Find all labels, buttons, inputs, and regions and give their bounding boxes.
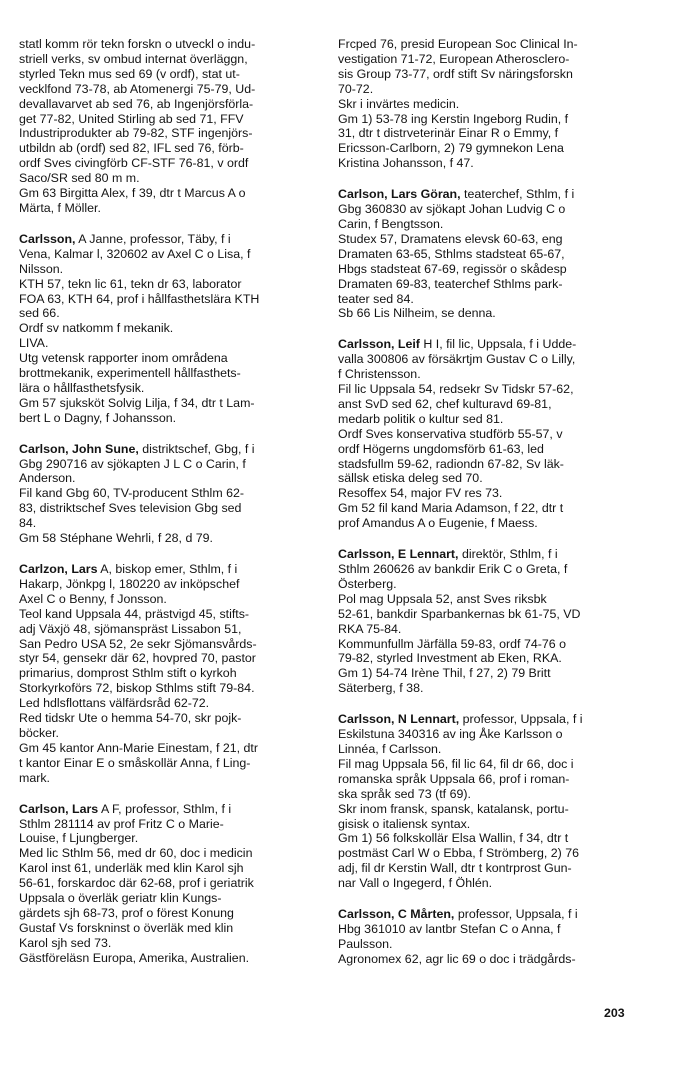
entry-line: Fil mag Uppsala 56, fil lic 64, fil dr 66, doc i	[338, 756, 574, 771]
entry-line: adj, fil dr Kerstin Wall, dtr t kontrprost Gun-	[338, 861, 572, 876]
entry-line: Red tidskr Ute o hemma 54-70, skr pojk-	[19, 711, 242, 726]
entry-line: Sb 66 Lis Nilheim, se denna.	[338, 306, 496, 321]
entry-line: postmäst Carl W o Ebba, f Strömberg, 2) 76	[338, 846, 580, 861]
entry-line: Nilsson.	[19, 261, 64, 276]
entry-name: Carlsson, Leif	[338, 337, 420, 352]
entry-line: Linnéa, f Carlsson.	[338, 741, 442, 756]
entry-line: Dramaten 69-83, teaterchef Sthlms park-	[338, 276, 563, 291]
entry-line: 79-82, styrled Investment ab Eken, RKA.	[338, 651, 562, 666]
entry-line: primarius, domprost Sthlm stift o kyrkoh	[19, 666, 237, 681]
entry-line: Eskilstuna 340316 av ing Åke Karlsson o	[338, 727, 563, 742]
entry-line: statl komm rör tekn forskn o utveckl o indu-	[19, 37, 256, 51]
entry-line: Hbgs stadsteat 67-69, regissör o skådesp	[338, 261, 567, 276]
entry-line: striell verks, sv ombud internat överläggn,	[19, 51, 248, 66]
entry-name: Carlson, Lars Göran,	[338, 187, 461, 202]
entry-line: Sthlm 260626 av bankdir Erik C o Greta, f	[338, 562, 568, 576]
entry-line: Axel C o Benny, f Jonsson.	[19, 591, 167, 606]
entry-line: 83, distriktschef Sves television Gbg sed	[19, 501, 242, 516]
entry-heading	[19, 562, 319, 577]
entry-line: San Pedro USA 52, 2e sekr Sjömansvårds-	[19, 636, 257, 651]
entry-line: romanska språk Uppsala 66, prof i roman-	[338, 771, 570, 786]
bio-entry	[338, 187, 634, 321]
entry-line: prof Amandus A o Eugenie, f Maess.	[338, 516, 538, 531]
entry-line: Gm 1) 56 folkskollär Elsa Wallin, f 34, dtr t	[338, 831, 569, 846]
entry-name: Carlzon, Lars	[19, 562, 98, 576]
entry-line: RKA 75-84.	[338, 621, 402, 636]
entry-line: Kristina Johansson, f 47.	[338, 156, 474, 171]
entry-line: 56-61, forskardoc där 62-68, prof i geriatrik	[19, 876, 254, 891]
entry-line: nar Vall o Ingegerd, f Öhlén.	[338, 876, 493, 891]
entry-name: Carlsson,	[19, 231, 76, 246]
entry-line: f Christensson.	[338, 367, 421, 382]
entry-heading	[338, 712, 634, 727]
entry-line: Ordf sv natkomm f mekanik.	[19, 321, 174, 336]
right-column	[338, 37, 634, 983]
entry-line: Gm 1) 53-78 ing Kerstin Ingeborg Rudin, f	[338, 111, 569, 126]
entry-heading	[19, 442, 319, 457]
entry-line: Utg vetensk rapporter inom områdena	[19, 351, 228, 366]
entry-line: Gm 52 fil kand Maria Adamson, f 22, dtr t	[338, 501, 564, 516]
entry-line: bert L o Dagny, f Johansson.	[19, 410, 177, 425]
entry-line: Storkyrkoförs 72, biskop Sthlms stift 79-84.	[19, 681, 255, 696]
entry-line: Säterberg, f 38.	[338, 681, 424, 696]
entry-line: Gbg 290716 av sjökapten J L C o Carin, f	[19, 456, 246, 471]
entry-line: 84.	[19, 516, 37, 531]
entry-line: Gm 1) 54-74 Irène Thil, f 27, 2) 79 Britt	[338, 666, 551, 681]
entry-line: Karol inst 61, underläk med klin Karol sjh	[19, 861, 244, 876]
bio-entry	[338, 712, 634, 891]
left-column	[19, 37, 319, 982]
entry-heading	[338, 547, 634, 562]
entry-line: Hakarp, Jönkpg l, 180220 av inköpschef	[19, 576, 240, 591]
entry-line: 31, dtr t distrveterinär Einar R o Emmy, f	[338, 126, 559, 141]
entry-line: Agronomex 62, agr lic 69 o doc i trädgårds-	[338, 951, 576, 966]
entry-name: Carlson, John Sune,	[19, 441, 139, 456]
entry-title: direktör, Sthlm, f i	[458, 547, 558, 562]
entry-heading	[338, 337, 634, 352]
page-number: 203	[604, 1006, 625, 1020]
entry-line: Fil kand Gbg 60, TV-producent Sthlm 62-	[19, 486, 244, 501]
entry-line: Gm 57 sjuksköt Solvig Lilja, f 34, dtr t Lam-	[19, 395, 255, 410]
entry-line: vecklfond 73-78, ab Atomenergi 75-79, Ud-	[19, 81, 256, 96]
entry-line: Uppsala o överläk geriatr klin Kungs-	[19, 891, 222, 906]
entry-heading	[19, 232, 319, 247]
entry-line: Gm 45 kantor Ann-Marie Einestam, f 21, dtr	[19, 740, 258, 755]
bio-entry	[19, 442, 319, 546]
entry-line: ska språk sed 73 (tf 69).	[338, 786, 471, 801]
entry-line: Österberg.	[338, 576, 397, 591]
entry-line: adj Växjö 48, sjömanspräst Lissabon 51,	[19, 621, 242, 636]
entry-line: Ordf Sves konservativa studförb 55-57, v	[338, 426, 563, 441]
entry-line: Gbg 360830 av sjökapt Johan Ludvig C o	[338, 202, 566, 217]
entry-heading	[338, 187, 634, 202]
entry-line: Frcped 76, presid European Soc Clinical In-	[338, 37, 578, 51]
entry-line: gisisk o italiensk syntax.	[338, 816, 471, 831]
entry-line: styrled Tekn mus sed 69 (v ordf), stat ut-	[19, 66, 240, 81]
entry-line: Gm 58 Stéphane Wehrli, f 28, d 79.	[19, 531, 214, 546]
entry-line: Ericsson-Carlborn, 2) 79 gymnekon Lena	[338, 141, 564, 156]
entry-name: Carlson, Lars	[19, 801, 99, 816]
entry-line: Carin, f Bengtsson.	[338, 216, 444, 231]
entry-line: böcker.	[19, 725, 59, 740]
entry-line: sis Group 73-77, ordf stift Sv näringsforskn	[338, 66, 573, 81]
entry-line: brottmekanik, experimentell hållfasthets-	[19, 366, 241, 381]
entry-line: Teol kand Uppsala 44, prästvigd 45, stifts-	[19, 606, 250, 621]
entry-line: get 77-82, United Stirling ab sed 71, FFV	[19, 111, 244, 126]
entry-line: Industriprodukter ab 79-82, STF ingenjörs-	[19, 126, 253, 141]
entry-line: Gästföreläsn Europa, Amerika, Australien.	[19, 950, 250, 965]
entry-line: Med lic Sthlm 56, med dr 60, doc i medicin	[19, 846, 253, 861]
entry-line: ordf Sves civingförb CF-STF 76-81, v ordf	[19, 156, 249, 171]
entry-line: stadsfullm 59-62, radiondn 67-82, Sv läk-	[338, 456, 564, 471]
bio-entry	[19, 232, 319, 426]
bio-entry	[338, 547, 634, 696]
entry-line: 52-61, bankdir Sparbankernas bk 61-75, VD	[338, 606, 581, 621]
entry-line: t kantor Einar E o småskollär Anna, f Ling-	[19, 755, 251, 770]
entry-heading	[19, 802, 319, 817]
entry-line: LIVA.	[19, 336, 49, 351]
entry-title: A F, professor, Sthlm, f i	[98, 801, 232, 816]
entry-title: H I, fil lic, Uppsala, f i Udde-	[419, 337, 577, 352]
entry-line: Skr i invärtes medicin.	[338, 96, 460, 111]
entry-title: A Janne, professor, Täby, f i	[75, 231, 231, 246]
bio-entry	[338, 37, 634, 171]
entry-line: anst SvD sed 62, chef kulturavd 69-81,	[338, 396, 552, 411]
entry-line: vestigation 71-72, European Atherosclero-	[338, 51, 570, 66]
entry-name: Carlsson, C Mårten,	[338, 907, 455, 922]
bio-entry	[19, 802, 319, 966]
bio-entry	[338, 907, 634, 967]
entry-line: valla 300806 av försäkrtjm Gustav C o Lilly,	[338, 352, 576, 367]
entry-line: ordf Högerns ungdomsförb 61-63, led	[338, 441, 544, 456]
entry-line: Gm 63 Birgitta Alex, f 39, dtr t Marcus A o	[19, 186, 246, 201]
bio-entry	[19, 37, 319, 216]
entry-title: teaterchef, Sthlm, f i	[460, 187, 575, 202]
entry-line: Led hdlsflottans välfärdsråd 62-72.	[19, 696, 210, 711]
entry-line: Sthlm 281114 av prof Fritz C o Marie-	[19, 816, 224, 831]
entry-line: KTH 57, tekn lic 61, tekn dr 63, laborator	[19, 276, 242, 291]
entry-line: Dramaten 63-65, Sthlms stadsteat 65-67,	[338, 246, 565, 261]
entry-line: Saco/SR sed 80 m m.	[19, 171, 140, 186]
entry-line: devallavarvet ab sed 76, ab Ingenjörsförla-	[19, 96, 254, 111]
entry-line: Studex 57, Dramatens elevsk 60-63, eng	[338, 231, 563, 246]
entry-line: 70-72.	[338, 81, 374, 96]
entry-line: Paulsson.	[338, 936, 393, 951]
entry-line: Gustaf Vs forskninst o överläk med klin	[19, 920, 234, 935]
entry-line: utbildn ab (ordf) sed 82, IFL sed 76, förb-	[19, 141, 244, 156]
entry-line: sällsk etiska deleg sed 70.	[338, 471, 483, 486]
entry-line: Märta, f Möller.	[19, 200, 101, 215]
entry-line: Skr inom fransk, spansk, katalansk, portu-	[338, 801, 569, 816]
entry-title: professor, Uppsala, f i	[459, 712, 583, 727]
entry-line: mark.	[19, 770, 50, 785]
entry-line: sed 66.	[19, 306, 60, 321]
entry-line: Kommunfullm Järfälla 59-83, ordf 74-76 o	[338, 636, 566, 651]
entry-title: A, biskop emer, Sthlm, f i	[97, 562, 238, 576]
entry-title: professor, Uppsala, f i	[454, 907, 578, 922]
entry-line: FOA 63, KTH 64, prof i hållfasthetslära KTH	[19, 291, 260, 306]
entry-name: Carlsson, E Lennart,	[338, 547, 459, 562]
entry-line: Resoffex 54, major FV res 73.	[338, 486, 503, 501]
entry-line: lära o hållfasthetsfysik.	[19, 380, 145, 395]
entry-title: distriktschef, Gbg, f i	[138, 441, 255, 456]
entry-line: teater sed 84.	[338, 291, 414, 306]
bio-entry	[19, 562, 319, 786]
entry-line: Fil lic Uppsala 54, redsekr Sv Tidskr 57-62,	[338, 382, 574, 397]
entry-heading	[338, 907, 634, 922]
entry-line: gärdets sjh 68-73, prof o förest Konung	[19, 905, 234, 920]
entry-line: Karol sjh sed 73.	[19, 935, 112, 950]
entry-name: Carlsson, N Lennart,	[338, 712, 460, 727]
entry-line: Pol mag Uppsala 52, anst Sves riksbk	[338, 591, 547, 606]
entry-line: Vena, Kalmar l, 320602 av Axel C o Lisa, f	[19, 246, 251, 261]
entry-line: Anderson.	[19, 471, 76, 486]
bio-entry	[338, 337, 634, 531]
entry-line: Hbg 361010 av lantbr Stefan C o Anna, f	[338, 921, 561, 936]
entry-line: styr 54, gensekr där 62, hovpred 70, pastor	[19, 651, 256, 666]
entry-line: medarb politik o kultur sed 81.	[338, 411, 504, 426]
entry-line: Louise, f Ljungberger.	[19, 831, 139, 846]
